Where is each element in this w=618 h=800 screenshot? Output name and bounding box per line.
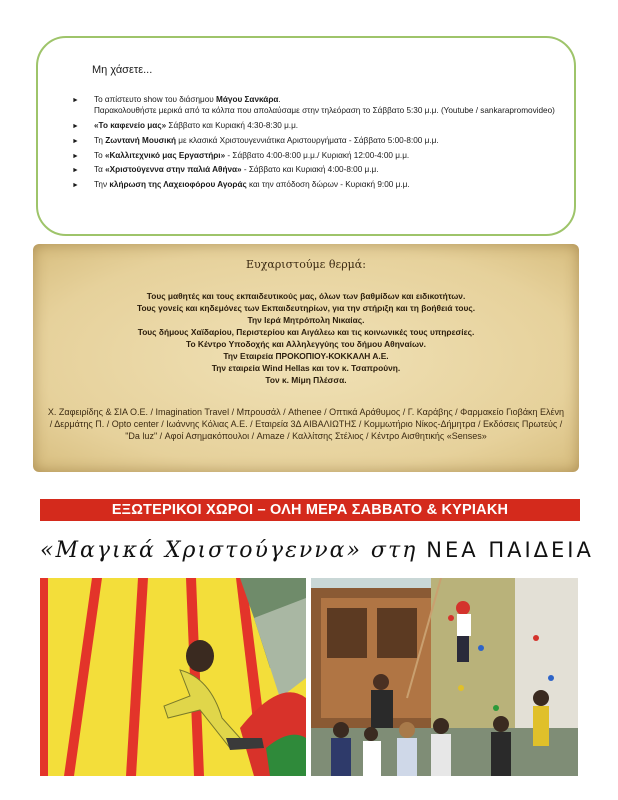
list-item: ► Την κλήρωση της Λαχειοφόρου Αγοράς και την απόδοση δώρων - Κυριακή 9:00 μ.μ. bbox=[72, 179, 562, 190]
inflatable-illustration bbox=[40, 578, 306, 776]
thanks-parchment bbox=[33, 244, 579, 472]
bullet-icon: ► bbox=[72, 182, 79, 190]
sponsors-text: Χ. Ζαφειρίδης & ΣΙΑ Ο.Ε. / Imagination Travel / Μπρουσάλ / Athenee / Οπτικά Αράθυμος / Γ. Καράβης / Φαρμακείο Γιοβάκη Ελένη / Δερμάτης Π. / Opto center / Ιωάννης Κόλιας Α.Ε. / Εταιρεία 3Δ ΑΙΒΑΛΙΩΤΗΣ / Κομμωτήριο Νίκος-Δήμητρα / Εκδόσεις Πρωτεύς / "Da luz" / Αφοί Ασημακόπουλοι / Amaze / Καλλίτσης Στέλιος / Κέντρο Αισθητικής «Senses» bbox=[47, 407, 565, 441]
outdoor-banner: ΕΞΩΤΕΡΙΚΟΙ ΧΩΡΟΙ – ΟΛΗ ΜΕΡΑ ΣΑΒΒΑΤΟ & ΚΥΡΙΑΚΗ bbox=[40, 499, 580, 521]
thanks-line: Τους γονείς και κηδεμόνες των Εκπαιδευτηρίων, για την στήριξη και τη βοήθειά τους. bbox=[136, 303, 476, 313]
dont-miss-box bbox=[36, 36, 576, 236]
list-item: ► «Το καφενείο μας» Σάββατο και Κυριακή 4:30-8:30 μ.μ. bbox=[72, 120, 562, 131]
thanks-bold-lines bbox=[33, 290, 579, 386]
bullet-icon: ► bbox=[72, 152, 79, 160]
bullet-icon: ► bbox=[72, 123, 79, 130]
dont-miss-title: Μη χάσετε... bbox=[92, 64, 153, 76]
page-headline: «Μαγικά Χριστούγεννα» στη ΝΕΑ ΠΑΙΔΕΙΑ bbox=[40, 538, 594, 563]
list-item: ► Τη Ζωντανή Μουσική με κλασικά Χριστουγεννιάτικα Αριστουργήματα - Σάββατο 5:00-8:00 μ.μ. bbox=[72, 135, 562, 146]
bullet-icon: ► bbox=[72, 137, 79, 145]
thanks-line: Τους δήμους Χαϊδαρίου, Περιστερίου και Αιγάλεω και τις κοινωνικές τους υπηρεσίες. bbox=[137, 327, 475, 337]
thanks-line: Τους μαθητές και τους εκπαιδευτικούς μας, όλων των βαθμίδων και ειδικοτήτων. bbox=[146, 291, 466, 301]
thanks-line: Την Ιερά Μητρόπολη Νικαίας. bbox=[247, 315, 365, 325]
climbing-illustration bbox=[311, 578, 578, 776]
dont-miss-list bbox=[72, 94, 562, 194]
thanks-line: Το Κέντρο Υποδοχής και Αλληλεγγύης του δήμου Αθηναίων. bbox=[185, 339, 427, 349]
bullet-icon: ► bbox=[72, 167, 79, 175]
list-item: ► Το απίστευτο show του διάσημου Μάγου Σανκάρα. Παρακολουθήστε μερικά από τα κόλπα που απολαύσαμε στην τηλεόραση το Σάββατο 5:30 μ.μ. (Youtube / sankarapromovideo) bbox=[72, 95, 555, 116]
climbing-wall-photo bbox=[311, 578, 578, 776]
thanks-title: Ευχαριστούμε θερμά: bbox=[246, 258, 366, 271]
inflatable-bounce-photo bbox=[40, 578, 306, 776]
list-item: ► Τα «Χριστούγεννα στην παλιά Αθήνα» - Σάββατο και Κυριακή 4:00-8:00 μ.μ. bbox=[72, 164, 562, 175]
thanks-line: Την Εταιρεία ΠΡΟΚΟΠΙΟΥ-ΚΟΚΚΑΛΗ Α.Ε. bbox=[223, 351, 389, 361]
bullet-icon: ► bbox=[72, 97, 79, 104]
list-item: ► Το «Καλλιτεχνικό μας Εργαστήρι» - Σάββατο 4:00-8:00 μ.μ./ Κυριακή 12:00-4:00 μ.μ. bbox=[72, 150, 562, 161]
thanks-line: Τον κ. Μίμη Πλέσσα. bbox=[265, 375, 347, 385]
thanks-line: Την εταιρεία Wind Hellas και τον κ. Τσαπρούνη. bbox=[211, 363, 401, 373]
